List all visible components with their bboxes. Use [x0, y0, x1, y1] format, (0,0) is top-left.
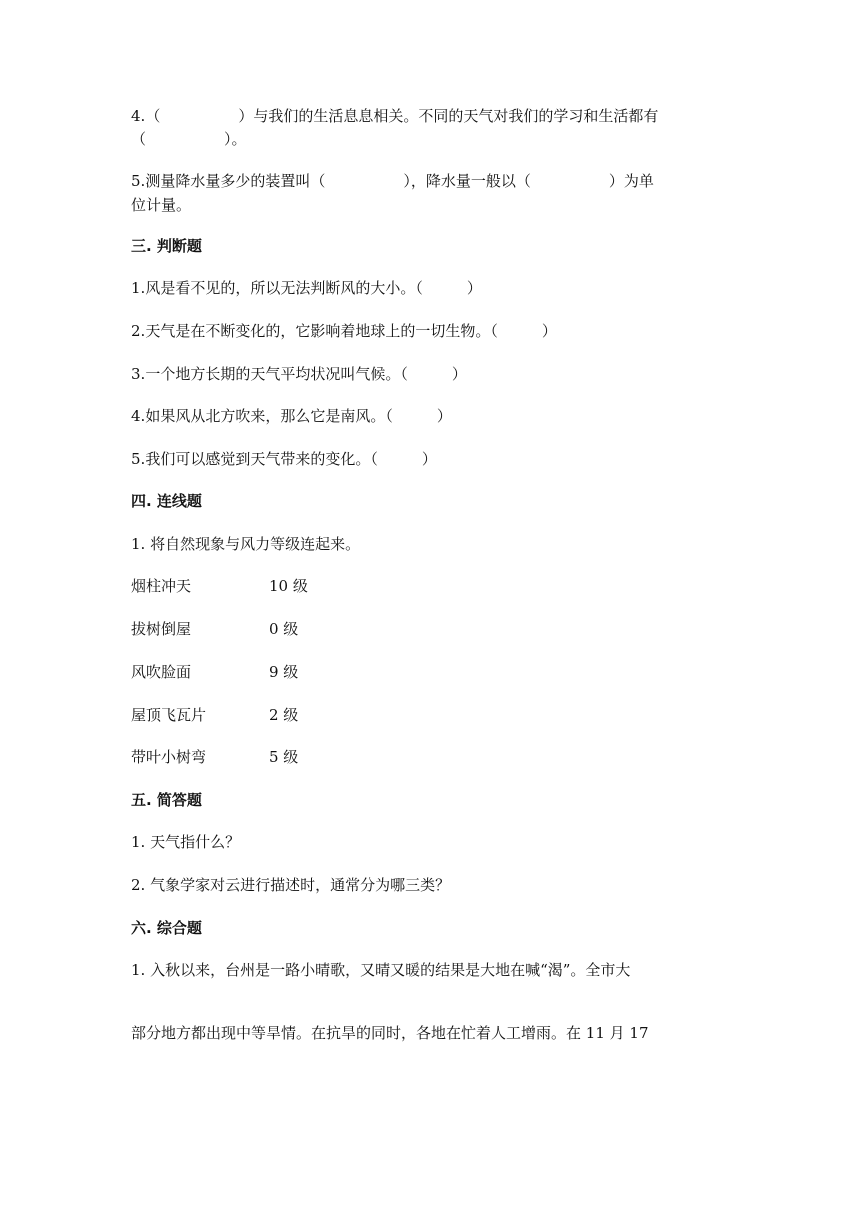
blank-close: ）。 — [224, 130, 247, 148]
question-number: 4. — [131, 107, 146, 125]
blank-open: （ — [131, 130, 147, 148]
question-number: 5. — [131, 450, 146, 468]
matching-right-item[interactable]: 5 级 — [269, 748, 299, 766]
blank-close: ） — [436, 407, 452, 425]
question-text: 如果风从北方吹来，那么它是南风。（ — [145, 407, 393, 425]
matching-right-item[interactable]: 2 级 — [269, 706, 299, 724]
question-number: 2. — [131, 322, 146, 340]
short-answer-item-2: 2. 气象学家对云进行描述时，通常分为哪三类？ — [131, 876, 451, 894]
section-heading-judge: 三. 判断题 — [131, 237, 202, 255]
fill-blank-q4-line2 — [131, 129, 247, 149]
blank-close: ） — [421, 450, 437, 468]
matching-left-item[interactable]: 烟柱冲天 — [131, 577, 192, 595]
comprehensive-passage-line1: 1. 入秋以来，台州是一路小晴歌，又晴又暖的结果是大地在喊“渴”。全市大 — [131, 961, 631, 979]
question-text: 一个地方长期的天气平均状况叫气候。（ — [145, 365, 408, 383]
section-heading-comprehensive: 六. 综合题 — [131, 919, 202, 937]
question-number: 3. — [131, 365, 146, 383]
blank-close: ） — [466, 279, 482, 297]
question-text: 风是看不见的，所以无法判断风的大小。（ — [145, 279, 423, 297]
matching-right-item[interactable]: 0 级 — [269, 620, 299, 638]
question-text: ）为单 — [608, 172, 654, 190]
fill-blank-q5-line1 — [131, 171, 654, 191]
matching-left-item[interactable]: 拔树倒屋 — [131, 620, 192, 638]
question-text: 我们可以感觉到天气带来的变化。（ — [145, 450, 378, 468]
fill-blank-q4-line1 — [131, 106, 658, 126]
section-heading-short-answer: 五. 简答题 — [131, 791, 202, 809]
question-number: 1. — [131, 279, 146, 297]
blank-close: ） — [451, 365, 467, 383]
question-text: 位计量。 — [131, 196, 192, 214]
question-text: 测量降水量多少的装置叫（ — [145, 172, 326, 190]
fill-blank-q5-line2 — [131, 195, 191, 215]
question-text: 与我们的生活息息相关。不同的天气对我们的学习和生活都有 — [253, 107, 659, 125]
matching-question: 1. 将自然现象与风力等级连起来。 — [131, 535, 361, 553]
question-number: 5. — [131, 172, 146, 190]
question-text: ），降水量一般以（ — [403, 172, 531, 190]
blank-open: （ — [145, 107, 161, 125]
judge-item-1 — [131, 278, 482, 298]
matching-left-item[interactable]: 带叶小树弯 — [131, 748, 207, 766]
judge-item-5 — [131, 449, 437, 469]
matching-right-item[interactable]: 10 级 — [269, 577, 308, 595]
section-heading-matching: 四. 连线题 — [131, 492, 202, 510]
judge-item-2 — [131, 321, 557, 341]
short-answer-item-1: 1. 天气指什么？ — [131, 833, 241, 851]
question-number: 4. — [131, 407, 146, 425]
judge-item-4 — [131, 406, 452, 426]
matching-right-item[interactable]: 9 级 — [269, 663, 299, 681]
judge-item-3 — [131, 364, 467, 384]
matching-left-item[interactable]: 风吹脸面 — [131, 663, 192, 681]
comprehensive-passage-line2: 部分地方都出现中等旱情。在抗旱的同时，各地在忙着人工增雨。在 11 月 17 — [131, 1024, 649, 1042]
blank-close: ） — [541, 322, 557, 340]
question-text: 天气是在不断变化的，它影响着地球上的一切生物。（ — [145, 322, 498, 340]
matching-left-item[interactable]: 屋顶飞瓦片 — [131, 706, 207, 724]
blank-close: ） — [238, 107, 254, 125]
